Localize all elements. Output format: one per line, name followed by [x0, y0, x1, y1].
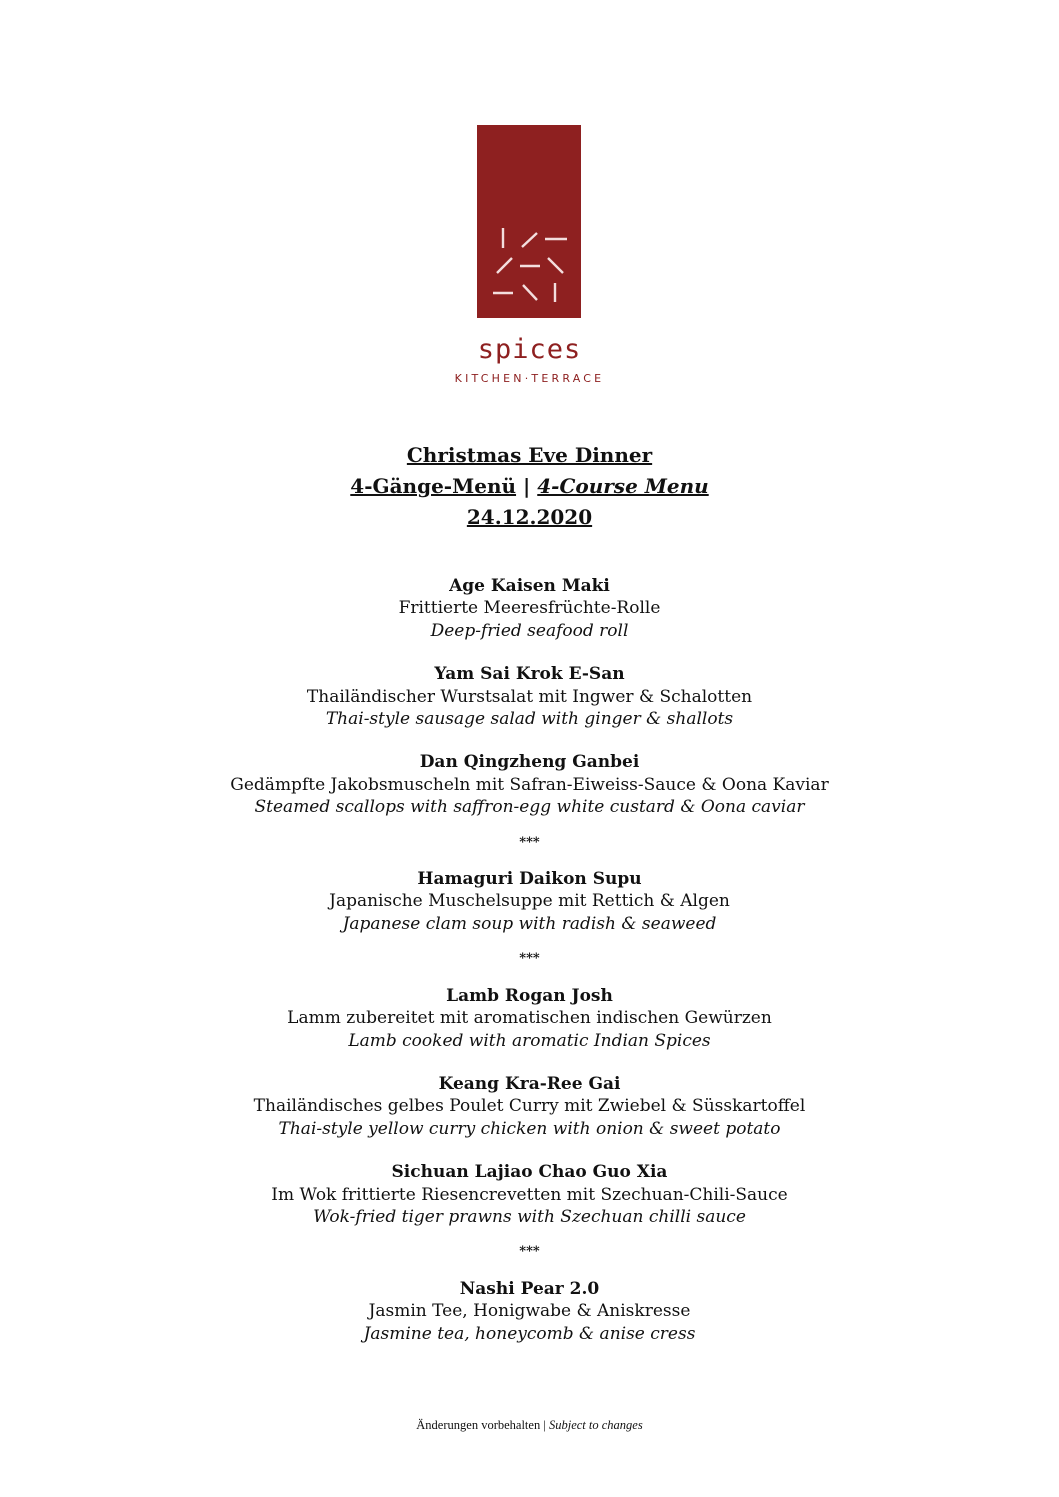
dish-description-en: Steamed scallops with saffron-egg white custard & Oona caviar	[254, 797, 805, 818]
dish-description-en: Lamb cooked with aromatic Indian Spices	[348, 1030, 711, 1051]
dish-name: Sichuan Lajiao Chao Guo Xia	[391, 1162, 668, 1183]
dish	[0, 868, 1059, 935]
brand-name: spices	[477, 334, 582, 365]
dish	[0, 1161, 1059, 1228]
dish-name: Lamb Rogan Josh	[446, 985, 613, 1006]
dish-description-de: Thailändisches gelbes Poulet Curry mit Zwiebel & Süsskartoffel	[253, 1096, 806, 1117]
dish-description-en: Jasmine tea, honeycomb & anise cress	[363, 1323, 696, 1344]
course-separator: ***	[519, 1244, 540, 1260]
dish-description-de: Jasmin Tee, Honigwabe & Aniskresse	[368, 1301, 691, 1322]
course-separator: ***	[519, 834, 540, 850]
dish	[0, 1278, 1059, 1345]
dish	[0, 1073, 1059, 1140]
course-separator: ***	[519, 951, 540, 967]
dish-description-de: Thailändischer Wurstsalat mit Ingwer & Schalotten	[306, 686, 753, 707]
dish-name: Dan Qingzheng Ganbei	[419, 752, 640, 773]
dish-name: Keang Kra-Ree Gai	[438, 1073, 621, 1094]
dish-description-en: Deep-fried seafood roll	[430, 620, 629, 641]
menu-header	[0, 440, 1059, 533]
dish-description-de: Japanische Muschelsuppe mit Rettich & Algen	[329, 891, 730, 912]
dish-description-de: Gedämpfte Jakobsmuscheln mit Safran-Eiweiss-Sauce & Oona Kaviar	[230, 774, 829, 795]
dish-name: Yam Sai Krok E-San	[434, 664, 625, 685]
dish-description-de: Lamm zubereitet mit aromatischen indischen Gewürzen	[287, 1008, 772, 1029]
dish-name: Age Kaisen Maki	[449, 576, 610, 596]
header-separator: |	[516, 474, 538, 498]
footer-de: Änderungen vorbehalten	[416, 1418, 541, 1432]
dish	[0, 751, 1059, 818]
menu-title: Christmas Eve Dinner	[406, 443, 653, 467]
dish-description-de: Frittierte Meeresfrüchte-Rolle	[398, 598, 661, 619]
dish-description-de: Im Wok frittierte Riesencrevetten mit Szechuan-Chili-Sauce	[271, 1184, 788, 1205]
footer-separator: |	[540, 1418, 549, 1432]
brand-subtitle: KITCHEN·TERRACE	[454, 372, 605, 385]
dish-description-en: Thai-style sausage salad with ginger & shallots	[325, 709, 734, 730]
footer-en: Subject to changes	[548, 1418, 643, 1432]
dish	[0, 985, 1059, 1052]
dish-name: Nashi Pear 2.0	[459, 1278, 600, 1299]
menu-type-de: 4-Gänge-Menü	[350, 474, 517, 498]
dish-name: Hamaguri Daikon Supu	[417, 869, 642, 890]
menu-date: 24.12.2020	[466, 505, 593, 529]
menu-list	[0, 575, 1059, 1366]
dish-description-en: Thai-style yellow curry chicken with onion & sweet potato	[278, 1118, 781, 1139]
dish-description-en: Wok-fried tiger prawns with Szechuan chilli sauce	[313, 1206, 746, 1227]
footer	[0, 1418, 1059, 1433]
menu-type-en: 4-Course Menu	[537, 474, 709, 498]
dish	[0, 663, 1059, 730]
dish	[0, 575, 1059, 642]
dish-description-en: Japanese clam soup with radish & seaweed	[342, 913, 717, 934]
